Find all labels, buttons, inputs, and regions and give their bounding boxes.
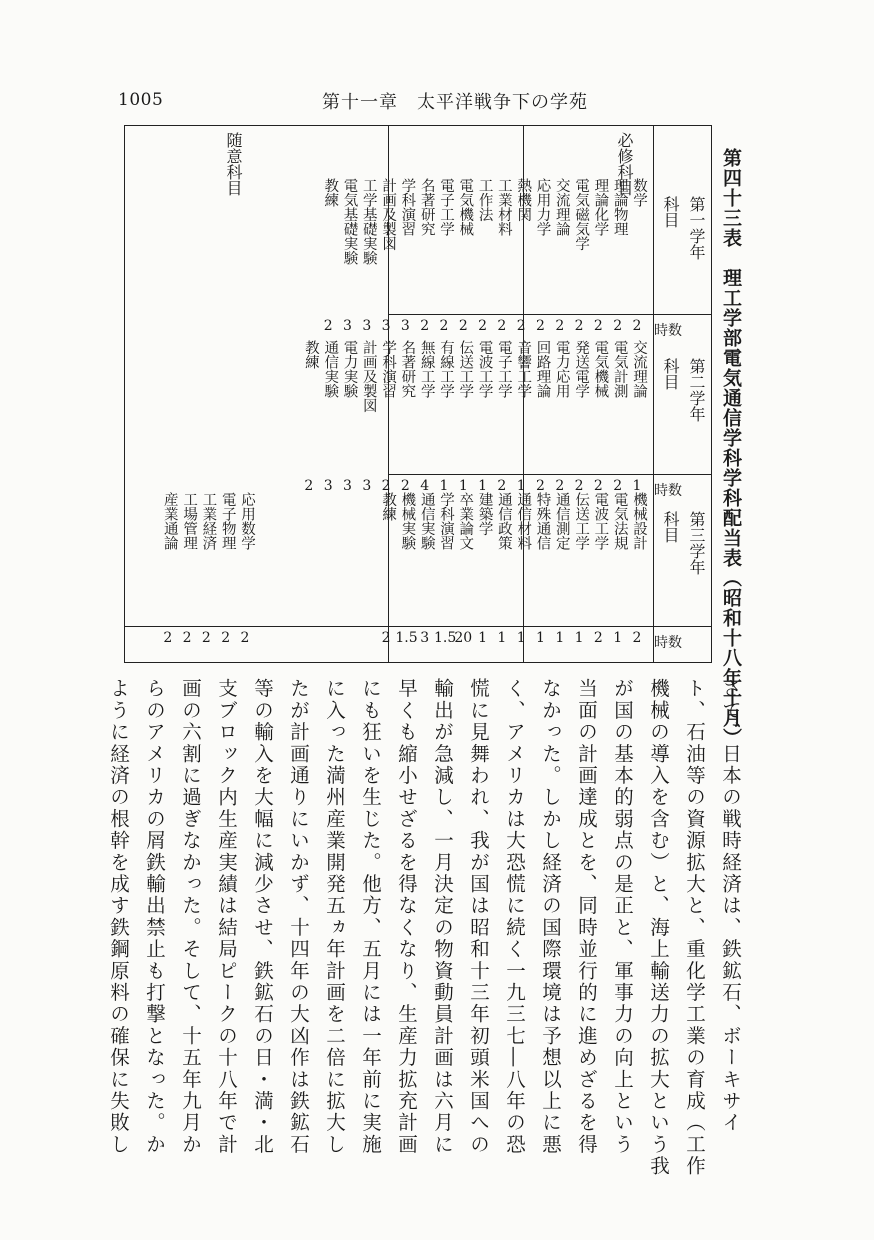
course-hours: 2: [536, 478, 545, 494]
course-hours: 1: [458, 478, 468, 494]
body-text-line: 等の輸入を大幅に減少させ、鉄鉱石の日・満・北: [251, 678, 274, 1156]
course-hours: 3: [343, 318, 352, 334]
curriculum-table: [124, 125, 712, 663]
course-name: 工業材料: [495, 178, 512, 236]
course-name: 名著研究: [399, 340, 416, 398]
course-name: 電力応用: [553, 340, 570, 398]
course-hours: 2: [555, 478, 565, 494]
body-text-line: 機械の導入を含む）と、海上輸送力の拡大という我: [647, 678, 670, 1178]
course-hours: 2: [163, 630, 173, 646]
course-hours: 2: [516, 318, 526, 334]
body-text-line: ように経済の根幹を成す鉄鋼原料の確保に失敗し: [107, 678, 130, 1156]
course-hours: 2: [593, 630, 603, 646]
course-name: 通信政策: [495, 492, 512, 550]
course-name: 産業通論: [161, 492, 178, 550]
course-name: 交流理論: [553, 178, 570, 236]
course-hours: 2: [613, 478, 623, 494]
course-hours: 2: [574, 318, 584, 334]
course-hours: 2: [381, 630, 391, 646]
course-hours: 2: [201, 630, 211, 646]
year3-subject-label: 科目: [661, 511, 680, 543]
course-hours: 1: [613, 630, 623, 646]
course-name: 交流理論: [631, 340, 647, 398]
course-name: 無線工学: [418, 340, 435, 398]
year1-hours-label: 時数: [654, 323, 682, 339]
course-name: 電気法規: [611, 492, 628, 550]
course-name: 工作法: [476, 178, 493, 222]
course-hours: 1: [516, 478, 526, 494]
page-number: 1005: [118, 90, 164, 110]
course-name: 建築学: [476, 492, 493, 536]
course-name: 特殊通信: [534, 492, 551, 550]
course-hours: 1: [478, 630, 488, 646]
course-hours: 1: [574, 630, 584, 646]
course-name: 通信実験: [418, 492, 435, 550]
course-name: 伝送工学: [573, 492, 590, 550]
course-name: 工場管理: [181, 492, 198, 550]
body-text: [100, 678, 748, 1188]
course-name: 電気基礎実験: [341, 178, 358, 265]
course-hours: 2: [478, 318, 488, 334]
course-name: 電波工学: [476, 340, 493, 398]
course-name: 名著研究: [418, 178, 435, 236]
body-text-line: が国の基本的弱点の是正と、軍事力の向上という: [611, 678, 634, 1156]
course-name: 電気計測: [611, 340, 628, 398]
course-name: 回路理論: [534, 340, 551, 398]
course-hours: 1: [536, 630, 545, 646]
course-name: 電子工学: [495, 340, 512, 398]
body-text-line: さて、日本の戦時経済は、鉄鉱石、ボーキサイ: [719, 678, 742, 1134]
course-name: 機械設計: [631, 492, 647, 550]
course-hours: 3: [381, 318, 391, 334]
course-name: 学科演習: [380, 340, 397, 398]
course-hours: 2: [400, 478, 410, 494]
body-text-line: にも狂いを生じた。他方、五月には一年前に実施: [359, 678, 382, 1156]
course-hours: 3: [362, 318, 372, 334]
body-text-line: 支ブロック内生産実績は結局ピークの十八年で計: [215, 678, 238, 1156]
course-name: 熱機関: [515, 178, 532, 222]
course-hours: 3: [362, 478, 372, 494]
course-hours: 1: [439, 478, 449, 494]
course-hours: 2: [497, 478, 507, 494]
course-name: 電力実験: [341, 340, 358, 398]
course-name: 学科演習: [399, 178, 416, 236]
course-hours: 3: [400, 318, 410, 334]
course-name: 卒業論文: [457, 492, 474, 550]
body-text-line: 輸出が急減し、一月決定の物資動員計画は六月に: [431, 678, 454, 1156]
course-name: 電気機械: [592, 340, 609, 398]
course-hours: 1: [497, 630, 507, 646]
course-name: 電子物理: [219, 492, 236, 550]
course-hours: 2: [555, 318, 565, 334]
course-hours: 4: [420, 478, 430, 494]
course-hours: 2: [323, 318, 333, 334]
course-name: 教練: [302, 340, 319, 369]
year2-hours-label: 時数: [654, 483, 682, 499]
course-hours: 2: [593, 318, 603, 334]
year3-hours-label: 時数: [654, 635, 682, 651]
body-text-line: 画の六割に過ぎなかった。そして、十五年九月か: [179, 678, 202, 1156]
course-name: 学科演習: [438, 492, 454, 550]
chapter-header: 第十一章 太平洋戦争下の学苑: [322, 92, 588, 113]
year2-label: 第二学年: [687, 358, 706, 422]
course-name: 機械実験: [399, 492, 416, 550]
body-text-line: ト、石油等の資源拡大と、重化学工業の育成（工作: [683, 678, 706, 1178]
course-hours: 2: [221, 630, 231, 646]
course-name: 伝送工学: [457, 340, 474, 398]
required-label: 必修科目: [615, 132, 634, 196]
course-name: 電波工学: [592, 492, 609, 550]
course-hours: 2: [632, 630, 642, 646]
body-text-line: く、アメリカは大恐慌に続く一九三七―八年の恐: [503, 678, 526, 1156]
course-hours: 2: [536, 318, 545, 334]
course-hours: 20: [454, 630, 473, 646]
body-text-line: 早くも縮小せざるを得なくなり、生産力拡充計画: [395, 678, 418, 1156]
year2-subject-label: 科目: [661, 358, 680, 390]
course-hours: 1: [632, 478, 642, 494]
course-hours: 1.5: [395, 630, 418, 646]
table-title: 第四十三表 理工学部電気通信学科学科配当表（昭和十八年十月）: [720, 148, 742, 748]
course-hours: 2: [593, 478, 603, 494]
course-hours: 2: [574, 478, 584, 494]
course-name: 応用力学: [534, 178, 551, 236]
course-hours: 3: [420, 630, 430, 646]
course-name: 計画及製図: [380, 178, 397, 251]
course-hours: 2: [497, 318, 507, 334]
course-name: 教練: [322, 178, 339, 207]
course-name: 理論物理: [611, 178, 628, 236]
course-name: 発送電学: [573, 340, 590, 398]
course-hours: 1: [555, 630, 565, 646]
body-text-line: らのアメリカの屑鉄輸出禁止も打撃となった。か: [143, 678, 166, 1156]
course-hours: 2: [420, 318, 430, 334]
body-text-line: なかった。しかし経済の国際環境は予想以上に悪: [539, 678, 562, 1156]
course-name: 電子工学: [438, 178, 454, 236]
course-name: 理論化学: [592, 178, 609, 236]
course-name: 電気磁気学: [573, 178, 590, 251]
course-name: 工学基礎実験: [360, 178, 377, 265]
course-hours: 1: [516, 630, 526, 646]
body-text-line: 当面の計画達成とを、同時並行的に進めざるを得: [575, 678, 598, 1156]
course-hours: 2: [613, 318, 623, 334]
course-name: 通信測定: [553, 492, 570, 550]
course-hours: 2: [381, 478, 391, 494]
course-hours: 2: [240, 630, 250, 646]
course-name: 通信実験: [322, 340, 339, 398]
year1-label: 第一学年: [687, 196, 706, 260]
course-name: 音響工学: [515, 340, 532, 398]
course-name: 計画及製図: [360, 340, 377, 413]
elective-label: 随意科目: [224, 132, 243, 196]
course-hours: 2: [304, 478, 314, 494]
course-name: 工業経済: [200, 492, 217, 550]
course-hours: 2: [632, 318, 642, 334]
course-hours: 2: [182, 630, 192, 646]
body-text-line: 慌に見舞われ、我が国は昭和十三年初頭米国への: [467, 678, 490, 1156]
course-hours: 2: [439, 318, 449, 334]
course-name: 数学: [631, 178, 647, 207]
body-text-line: たが計画通りにいかず、十四年の大凶作は鉄鉱石: [287, 678, 310, 1156]
course-hours: 1: [478, 478, 488, 494]
course-name: 応用数学: [239, 492, 255, 550]
course-hours: 1.5: [434, 630, 457, 646]
course-hours: 3: [343, 478, 352, 494]
course-name: 電気機械: [457, 178, 474, 236]
course-name: 教練: [380, 492, 397, 521]
course-hours: 3: [323, 478, 333, 494]
course-hours: 2: [458, 318, 468, 334]
year1-subject-label: 科目: [661, 196, 680, 228]
course-name: 有線工学: [438, 340, 454, 398]
course-name: 通信材料: [515, 492, 532, 550]
body-text-line: に入った満州産業開発五ヵ年計画を二倍に拡大し: [323, 678, 346, 1156]
year3-label: 第三学年: [687, 511, 706, 575]
